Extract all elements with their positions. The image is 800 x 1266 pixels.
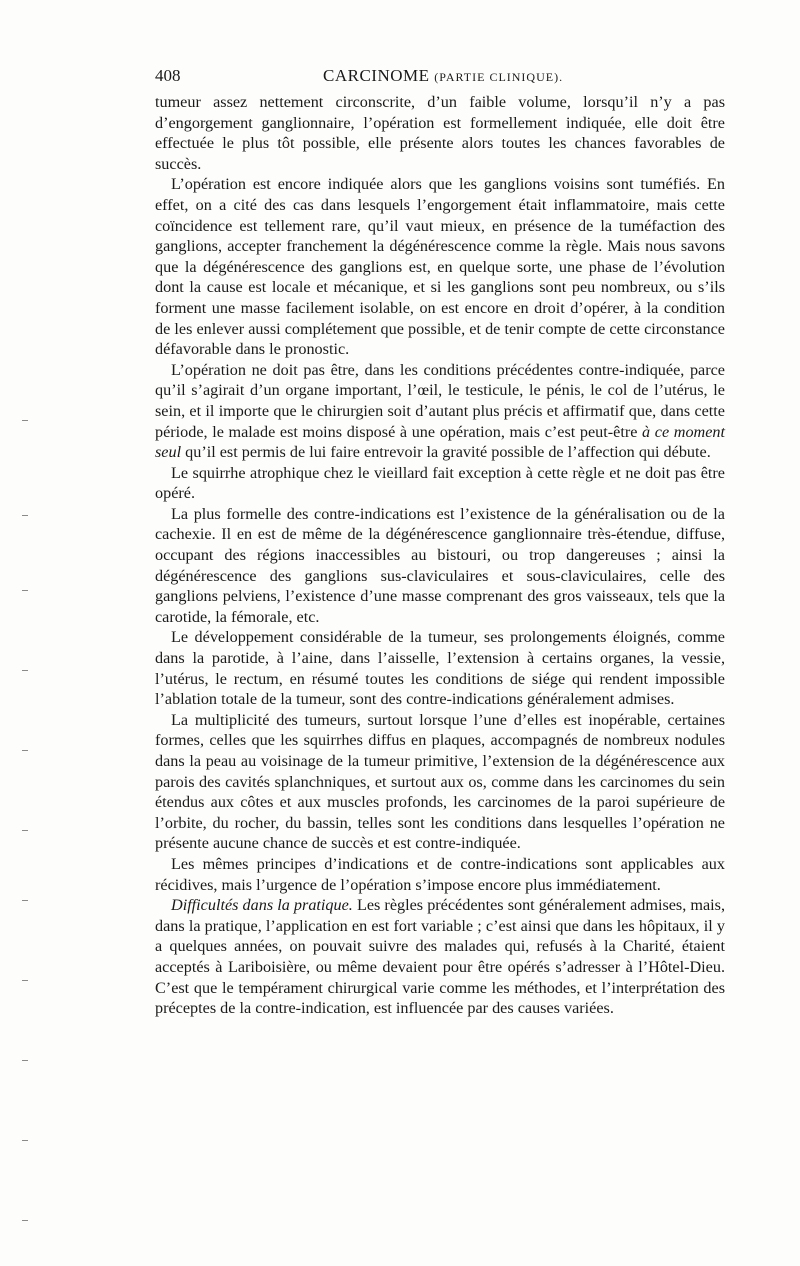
body-text — [155, 92, 725, 1019]
paragraph-8: Les mêmes principes d’indications et de contre-indications sont applicables aux récidives, mais l’urgence de l’opération s’impose encore plus immédiatement. — [155, 854, 725, 894]
paragraph-1: tumeur assez nettement circonscrite, d’un faible volume, lorsqu’il n’y a pas d’engorgement ganglionnaire, l’opération est formellement indiquée, elle doit être effectuée le plus tôt possible, elle présente alors toutes les chances favorables de succès. — [155, 93, 725, 173]
paragraph-4: Le squirrhe atrophique chez le vieillard fait exception à cette règle et ne doit pas être opéré. — [155, 463, 725, 503]
paragraph-2: L’opération est encore indiquée alors que les ganglions voisins sont tuméfiés. En effet, on a cité des cas dans lesquels l’engorgement était inflammatoire, mais cette coïncidence est tellement rare, qu’il vaut mieux, en présence de la tuméfaction des ganglions, accepter franchement la dégénérescence comme la règle. Mais nous savons que la dégénérescence des ganglions est, en quelque sorte, une phase de l’évolution dont la cause est locale et mécanique, et si les ganglions sont peu nombreux, ou s’ils forment une masse facilement isolable, on est encore en droit d’opérer, à la condition de les enlever aussi complétement que possible, et de tenir compte de cette circonstance défavorable dans le pronostic. — [155, 175, 725, 359]
paragraph-3-tail: qu’il est permis de lui faire entrevoir la gravité possible de l’affection qui débute. — [181, 443, 711, 462]
paragraph-9-heading: Difficultés dans la pratique. — [171, 896, 353, 915]
paragraph-3-text: L’opération ne doit pas être, dans les conditions précédentes contre-indiquée, parce qu’il s’agirait d’un organe important, l’œil, le testicule, le pénis, le col de l’utérus, le sein, et il importe que le chirurgien soit d’autant plus précis et affirmatif que, dans cette période, le malade est moins disposé à une opération, mais c’est peut-être — [155, 360, 725, 441]
paragraph-6: Le développement considérable de la tumeur, ses prolongements éloignés, comme dans la parotide, à l’aine, dans l’aisselle, l’extension à certains organes, la vessie, l’utérus, le rectum, en résumé toutes les conditions de siége qui rendent impossible l’ablation totale de la tumeur, sont des contre-indications généralement admises. — [155, 628, 725, 709]
paragraph-9 — [155, 895, 725, 1019]
paragraph-7: La multiplicité des tumeurs, surtout lorsque l’une d’elles est inopérable, certaines formes, celles que les squirrhes diffus en plaques, accompagnés de nombreux nodules dans la peau au voisinage de la tumeur primitive, l’extension de la dégénérescence aux parois des cavités splanchniques, et surtout aux os, comme dans les carcinomes du sein étendus aux côtes et aux muscles profonds, les carcinomes de la paroi supérieure de l’orbite, du rocher, du bassin, telles sont les conditions dans lesquelles l’opération ne présente aucune chance de succès et est contre-indiquée. — [155, 710, 725, 853]
binding-margin-marks — [22, 420, 32, 1240]
paragraph-3-emphasis: à ce moment seul — [155, 422, 726, 462]
paragraph-5: La plus formelle des contre-indications est l’existence de la généralisation ou de la cachexie. Il en est de même de la dégénérescence ganglionnaire très-étendue, diffuse, occupant des régions inaccessibles au bistouri, ou trop dangereuses ; ainsi la dégénérescence des ganglions sus-claviculaires et sous-claviculaires, celle des ganglions pelviens, l’existence d’une masse comprenant des gros vaisseaux, tels que la carotide, la fémorale, etc. — [155, 504, 725, 626]
page-header — [155, 66, 725, 90]
page-number: 408 — [155, 66, 181, 85]
running-head — [323, 66, 563, 86]
running-head-subtitle: (PARTIE CLINIQUE). — [434, 70, 564, 84]
running-head-title: CARCINOME — [323, 66, 430, 85]
paragraph-9-text: Les règles précédentes sont généralement admises, mais, dans la pratique, l’application en est fort variable ; c’est ainsi que dans les hôpitaux, il y a quelques années, on pouvait suivre des malades qui, refusés à la Charité, étaient acceptés à Lariboisière, ou même devaient pour être opérés s’adresser à l’Hôtel-Dieu. C’est que le tempérament chirurgical varie comme les méthodes, et l’interprétation des préceptes de la contre-indication, est influencée par des causes variées. — [155, 896, 725, 1018]
paragraph-3 — [155, 360, 725, 463]
